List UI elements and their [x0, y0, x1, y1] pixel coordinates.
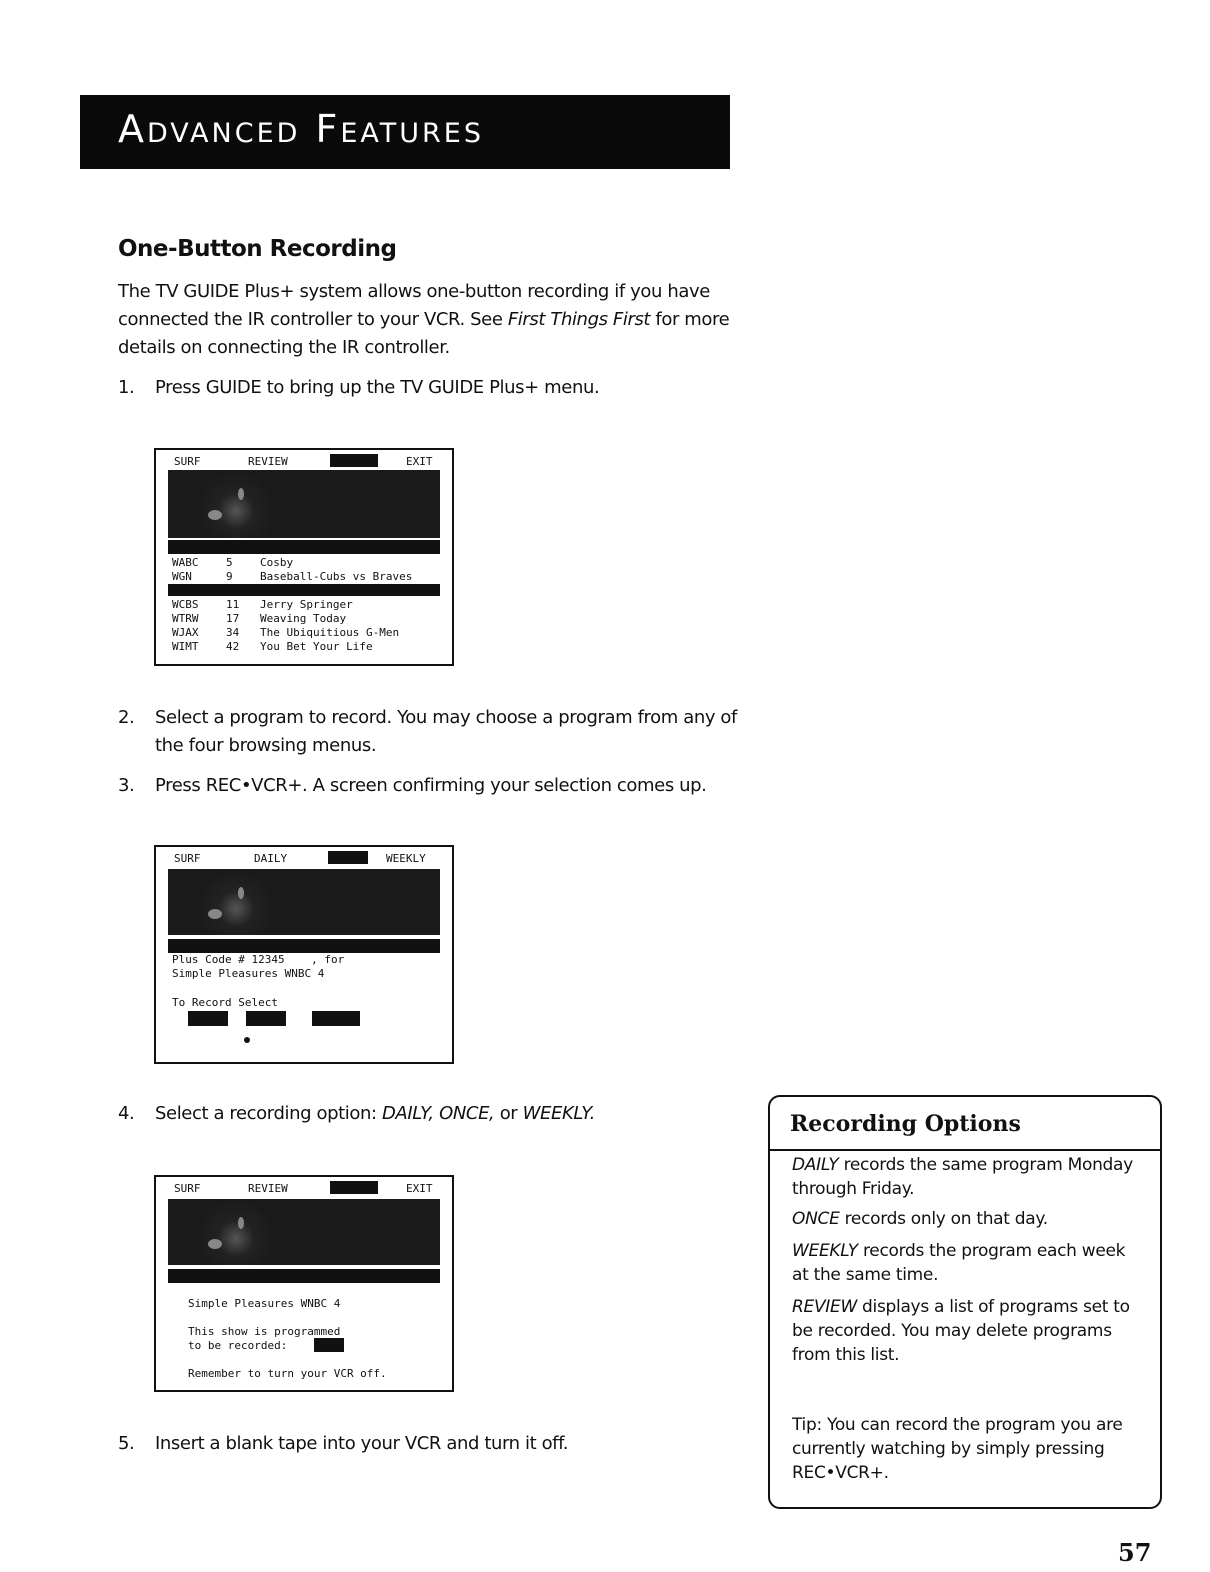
- option-term: ONCE: [792, 1209, 840, 1229]
- program-line: Simple Pleasures WNBC 4: [172, 967, 325, 980]
- option-term: WEEKLY: [792, 1241, 858, 1261]
- option-desc: displays a list of programs set to be recorded. You may delete programs from this list.: [792, 1297, 1130, 1365]
- option-daily: [792, 1153, 1142, 1201]
- preview-figure: [208, 909, 222, 919]
- reminder-line: Remember to turn your VCR off.: [188, 1367, 387, 1380]
- once-option-button: [246, 1011, 286, 1026]
- channel-call: WIMT: [172, 640, 199, 653]
- menu-item-surf: SURF: [174, 455, 201, 468]
- option-desc: records only on that day.: [839, 1209, 1048, 1229]
- option-weekly: [792, 1239, 1142, 1287]
- option-review: [792, 1295, 1142, 1367]
- listing-row: [172, 556, 199, 569]
- programmed-line: This show is programmed: [188, 1325, 341, 1338]
- menu-item-surf: SURF: [174, 852, 201, 865]
- screen-menubar: [156, 1177, 452, 1195]
- section-header-band: [80, 95, 730, 169]
- plus-code-line: Plus Code # 12345 , for: [172, 953, 345, 966]
- menu-item-review: REVIEW: [248, 1182, 288, 1195]
- preview-figure: [238, 887, 244, 899]
- listing-row: [172, 626, 199, 639]
- menu-item-exit: EXIT: [406, 1182, 433, 1195]
- listing-row: [172, 612, 199, 625]
- preview-figure: [238, 488, 244, 500]
- listing-channel: 42: [226, 640, 240, 653]
- sidebar-title: Recording Options: [790, 1111, 1021, 1137]
- menu-item-daily: DAILY: [254, 852, 288, 865]
- listing-show: You Bet Your Life: [260, 640, 373, 653]
- menu-item-surf: SURF: [174, 1182, 201, 1195]
- intro-text-end: for more details on connecting the IR controller.: [118, 309, 730, 358]
- selection-cursor-icon: [244, 1037, 250, 1043]
- listing-channel: 34: [226, 626, 240, 639]
- record-select-prompt: To Record Select: [172, 996, 278, 1009]
- program-line: Simple Pleasures WNBC 4: [188, 1297, 341, 1310]
- option-desc: records the program each week at the same time.: [792, 1241, 1126, 1285]
- info-header-bar: [168, 1269, 440, 1283]
- listing-show: Cosby: [260, 556, 294, 569]
- page-number: 57: [1118, 1538, 1152, 1567]
- menu-item-exit: EXIT: [406, 455, 433, 468]
- listing-show: The Ubiquitious G-Men: [260, 626, 400, 639]
- step-text-start: Select a recording option:: [155, 1103, 382, 1124]
- step-number: 5.: [118, 1433, 135, 1454]
- option-once: [792, 1207, 1142, 1231]
- channel-call: WTRW: [172, 612, 199, 625]
- listing-row: [172, 598, 199, 611]
- option-daily-once: DAILY, ONCE,: [381, 1103, 495, 1124]
- listing-show: Baseball-Cubs vs Braves: [260, 570, 413, 583]
- step-text: Press GUIDE to bring up the TV GUIDE Plus+ menu.: [155, 377, 600, 398]
- step-text: Press REC•VCR+. A screen confirming your selection comes up.: [155, 775, 707, 796]
- step-text: Select a program to record. You may choose a program from any of the four browsing menus.: [155, 707, 737, 756]
- step-2: [118, 704, 758, 760]
- preview-figure: [208, 510, 222, 520]
- listing-channel: 5: [226, 556, 233, 569]
- intro-text-start: The TV GUIDE Plus+ system allows one-button recording if you have connected the IR controller to your VCR. See: [118, 281, 710, 330]
- section-title: Advanced Features: [118, 107, 485, 151]
- listing-show: Jerry Springer: [260, 598, 353, 611]
- listing-show: Weaving Today: [260, 612, 347, 625]
- channel-call: WGN: [172, 570, 192, 583]
- listing-channel: 9: [226, 570, 233, 583]
- video-preview: [168, 869, 440, 935]
- video-preview: [168, 470, 440, 538]
- menu-highlight: [328, 851, 368, 864]
- programmed-confirmation-screen: [154, 1175, 454, 1392]
- info-header-bar: [168, 939, 440, 953]
- daily-option-button: [188, 1011, 228, 1026]
- video-preview: [168, 1199, 440, 1265]
- menu-highlight: [330, 454, 378, 467]
- step-number: 3.: [118, 775, 135, 796]
- sidebar-divider: [770, 1149, 1160, 1151]
- step-number: 1.: [118, 377, 135, 398]
- listing-row: [172, 640, 199, 653]
- channel-call: WJAX: [172, 626, 199, 639]
- listing-channel: 17: [226, 612, 240, 625]
- step-number: 2.: [118, 707, 135, 728]
- listing-row: [172, 570, 192, 583]
- recorded-line: to be recorded:: [188, 1339, 288, 1352]
- screen-menubar: [156, 450, 452, 468]
- preview-figure: [208, 1239, 222, 1249]
- intro-reference: First Things First: [507, 309, 651, 330]
- recording-options-sidebar: [768, 1095, 1162, 1509]
- intro-paragraph: [118, 278, 748, 362]
- listing-divider-bar: [168, 584, 440, 596]
- confirm-selection-screen: [154, 845, 454, 1064]
- subsection-heading: One-Button Recording: [118, 236, 397, 262]
- step-text: Insert a blank tape into your VCR and turn it off.: [155, 1433, 569, 1454]
- listing-header-bar: [168, 540, 440, 554]
- channel-call: WCBS: [172, 598, 199, 611]
- menu-item-weekly: WEEKLY: [386, 852, 426, 865]
- option-weekly: WEEKLY.: [522, 1103, 595, 1124]
- step-text: [155, 1100, 755, 1128]
- step-number: 4.: [118, 1103, 135, 1124]
- option-desc: records the same program Monday through Friday.: [792, 1155, 1133, 1199]
- sidebar-tip: Tip: You can record the program you are currently watching by simply pressing REC•VCR+.: [792, 1415, 1123, 1483]
- step-text-mid: or: [494, 1103, 523, 1124]
- channel-call: WABC: [172, 556, 199, 569]
- preview-figure: [238, 1217, 244, 1229]
- menu-item-review: REVIEW: [248, 455, 288, 468]
- menu-highlight: [330, 1181, 378, 1194]
- listing-channel: 11: [226, 598, 240, 611]
- recording-option-highlight: [314, 1338, 344, 1352]
- option-term: DAILY: [792, 1155, 839, 1175]
- option-term: REVIEW: [792, 1297, 857, 1317]
- guide-menu-screen: [154, 448, 454, 666]
- weekly-option-button: [312, 1011, 360, 1026]
- screen-menubar: [156, 847, 452, 865]
